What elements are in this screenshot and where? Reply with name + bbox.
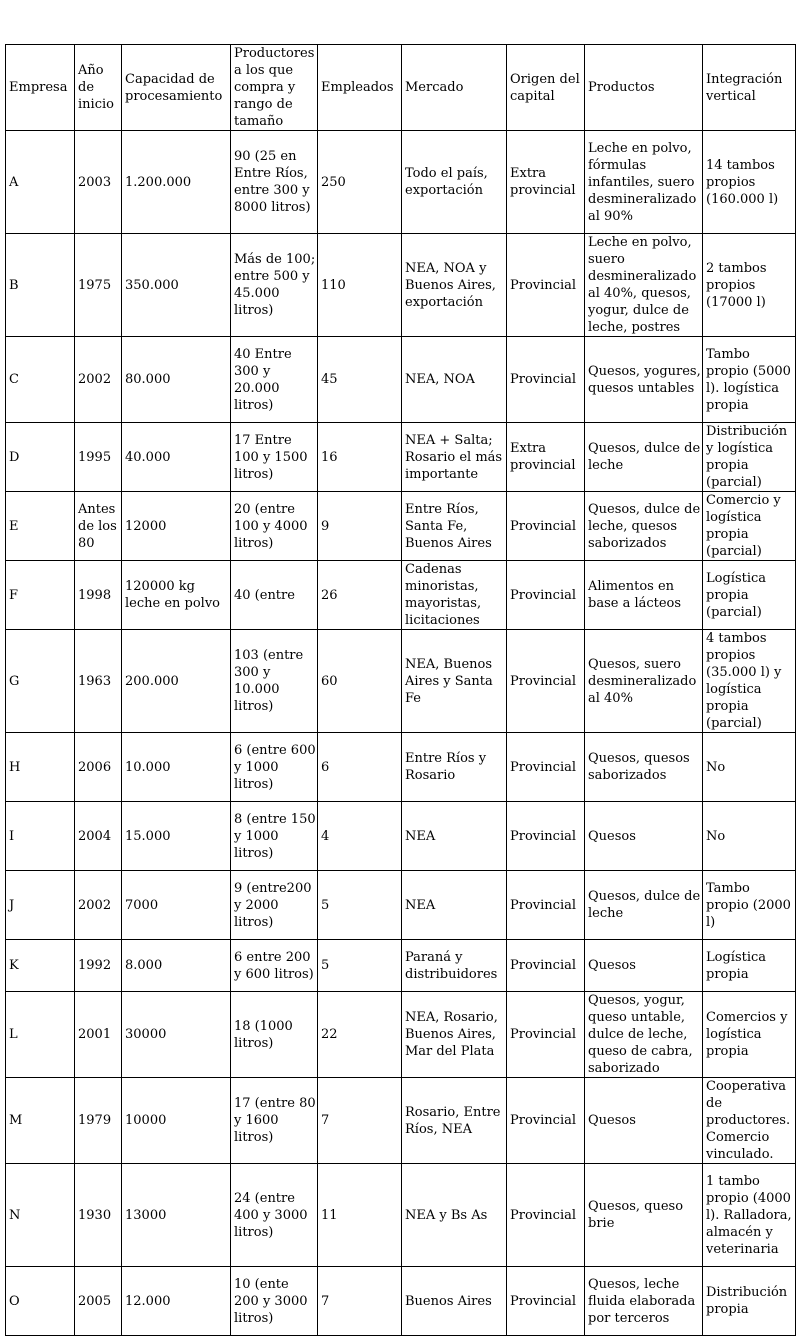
cell-products: Quesos [585, 1078, 703, 1164]
cell-market: Paraná y distribuidores [402, 940, 507, 992]
cell-vertical-integration: Cooperativa de productores. Comercio vinculado. [703, 1078, 796, 1164]
cell-vertical-integration: Tambo propio (2000 l) [703, 871, 796, 940]
table-row [6, 423, 796, 492]
cell-market: Todo el país, exportación [402, 131, 507, 234]
table-row [6, 733, 796, 802]
cell-company: G [6, 630, 75, 733]
cell-start-year: 2003 [75, 131, 122, 234]
cell-company: M [6, 1078, 75, 1164]
table-row [6, 1267, 796, 1336]
cell-products: Quesos, queso brie [585, 1164, 703, 1267]
cell-vertical-integration: Logística propia [703, 940, 796, 992]
cell-producers: 8 (entre 150 y 1000 litros) [231, 802, 318, 871]
column-header-vertical-integration: Integración vertical [703, 45, 796, 131]
companies-table [5, 44, 796, 1336]
cell-company: F [6, 561, 75, 630]
cell-start-year: 1992 [75, 940, 122, 992]
cell-capital-origin: Provincial [507, 940, 585, 992]
cell-products: Quesos [585, 802, 703, 871]
cell-capital-origin: Provincial [507, 561, 585, 630]
cell-employees: 11 [318, 1164, 402, 1267]
cell-products: Quesos [585, 940, 703, 992]
cell-vertical-integration: No [703, 802, 796, 871]
cell-start-year: 2002 [75, 337, 122, 423]
column-header-products: Productos [585, 45, 703, 131]
cell-producers: 90 (25 en Entre Ríos, entre 300 y 8000 litros) [231, 131, 318, 234]
cell-vertical-integration: 2 tambos propios (17000 l) [703, 234, 796, 337]
cell-products: Quesos, dulce de leche, quesos saborizados [585, 492, 703, 561]
cell-producers: 40 Entre 300 y 20.000 litros) [231, 337, 318, 423]
cell-producers: 17 (entre 80 y 1600 litros) [231, 1078, 318, 1164]
cell-capacity: 120000 kg leche en polvo [122, 561, 231, 630]
cell-products: Leche en polvo, suero desmineralizado al 40%, quesos, yogur, dulce de leche, postres [585, 234, 703, 337]
cell-capital-origin: Extra provincial [507, 423, 585, 492]
cell-vertical-integration: Comercio y logística propia (parcial) [703, 492, 796, 561]
cell-capacity: 10000 [122, 1078, 231, 1164]
cell-employees: 5 [318, 871, 402, 940]
table-row [6, 1164, 796, 1267]
cell-employees: 60 [318, 630, 402, 733]
cell-vertical-integration: 1 tambo propio (4000 l). Ralladora, almacén y veterinaria [703, 1164, 796, 1267]
cell-market: NEA, NOA [402, 337, 507, 423]
cell-market: NEA + Salta; Rosario el más importante [402, 423, 507, 492]
cell-producers: 24 (entre 400 y 3000 litros) [231, 1164, 318, 1267]
cell-market: Rosario, Entre Ríos, NEA [402, 1078, 507, 1164]
cell-start-year: 2006 [75, 733, 122, 802]
cell-company: N [6, 1164, 75, 1267]
cell-start-year: 2005 [75, 1267, 122, 1336]
cell-employees: 110 [318, 234, 402, 337]
cell-vertical-integration: Comercios y logística propia [703, 992, 796, 1078]
cell-market: NEA, NOA y Buenos Aires, exportación [402, 234, 507, 337]
cell-start-year: 1998 [75, 561, 122, 630]
cell-producers: 6 (entre 600 y 1000 litros) [231, 733, 318, 802]
cell-capital-origin: Provincial [507, 1164, 585, 1267]
cell-market: NEA, Buenos Aires y Santa Fe [402, 630, 507, 733]
cell-products: Quesos, yogur, queso untable, dulce de leche, queso de cabra, saborizado [585, 992, 703, 1078]
cell-start-year: 2002 [75, 871, 122, 940]
cell-capacity: 80.000 [122, 337, 231, 423]
cell-producers: 20 (entre 100 y 4000 litros) [231, 492, 318, 561]
cell-producers: Más de 100; entre 500 y 45.000 litros) [231, 234, 318, 337]
cell-capacity: 7000 [122, 871, 231, 940]
cell-capacity: 12000 [122, 492, 231, 561]
cell-capacity: 350.000 [122, 234, 231, 337]
cell-capital-origin: Provincial [507, 992, 585, 1078]
cell-employees: 250 [318, 131, 402, 234]
cell-employees: 6 [318, 733, 402, 802]
column-header-producers: Productores a los que compra y rango de tamaño [231, 45, 318, 131]
cell-market: Entre Ríos y Rosario [402, 733, 507, 802]
column-header-capacity: Capacidad de procesamiento [122, 45, 231, 131]
cell-employees: 7 [318, 1267, 402, 1336]
table-row [6, 561, 796, 630]
cell-producers: 10 (ente 200 y 3000 litros) [231, 1267, 318, 1336]
cell-employees: 7 [318, 1078, 402, 1164]
cell-capacity: 15.000 [122, 802, 231, 871]
cell-capital-origin: Extra provincial [507, 131, 585, 234]
cell-company: D [6, 423, 75, 492]
cell-company: J [6, 871, 75, 940]
cell-company: B [6, 234, 75, 337]
table-row [6, 871, 796, 940]
table-row [6, 940, 796, 992]
table-row [6, 337, 796, 423]
cell-capital-origin: Provincial [507, 630, 585, 733]
cell-start-year: 2004 [75, 802, 122, 871]
cell-capacity: 10.000 [122, 733, 231, 802]
cell-producers: 9 (entre200 y 2000 litros) [231, 871, 318, 940]
column-header-company: Empresa [6, 45, 75, 131]
header-row [6, 45, 796, 131]
cell-vertical-integration: No [703, 733, 796, 802]
cell-employees: 26 [318, 561, 402, 630]
cell-capital-origin: Provincial [507, 733, 585, 802]
cell-producers: 18 (1000 litros) [231, 992, 318, 1078]
cell-capital-origin: Provincial [507, 1267, 585, 1336]
cell-capacity: 200.000 [122, 630, 231, 733]
cell-market: NEA, Rosario, Buenos Aires, Mar del Plata [402, 992, 507, 1078]
cell-products: Quesos, yogures, quesos untables [585, 337, 703, 423]
column-header-start-year: Año de inicio [75, 45, 122, 131]
cell-market: NEA [402, 871, 507, 940]
cell-start-year: 1975 [75, 234, 122, 337]
cell-start-year: Antes de los 80 [75, 492, 122, 561]
cell-capital-origin: Provincial [507, 234, 585, 337]
cell-start-year: 1930 [75, 1164, 122, 1267]
table-body [6, 131, 796, 1336]
cell-start-year: 1979 [75, 1078, 122, 1164]
table-row [6, 630, 796, 733]
cell-vertical-integration: Logística propia (parcial) [703, 561, 796, 630]
cell-employees: 16 [318, 423, 402, 492]
cell-products: Alimentos en base a lácteos [585, 561, 703, 630]
cell-vertical-integration: 4 tambos propios (35.000 l) y logística propia (parcial) [703, 630, 796, 733]
cell-products: Quesos, dulce de leche [585, 871, 703, 940]
table-row [6, 234, 796, 337]
cell-employees: 4 [318, 802, 402, 871]
table-row [6, 802, 796, 871]
cell-capital-origin: Provincial [507, 337, 585, 423]
cell-company: C [6, 337, 75, 423]
cell-employees: 5 [318, 940, 402, 992]
cell-company: L [6, 992, 75, 1078]
cell-employees: 9 [318, 492, 402, 561]
cell-company: H [6, 733, 75, 802]
table-row [6, 492, 796, 561]
cell-start-year: 1963 [75, 630, 122, 733]
cell-producers: 6 entre 200 y 600 litros) [231, 940, 318, 992]
cell-market: NEA y Bs As [402, 1164, 507, 1267]
cell-company: O [6, 1267, 75, 1336]
column-header-employees: Empleados [318, 45, 402, 131]
cell-capacity: 13000 [122, 1164, 231, 1267]
cell-company: I [6, 802, 75, 871]
cell-capacity: 1.200.000 [122, 131, 231, 234]
cell-products: Leche en polvo, fórmulas infantiles, suero desmineralizado al 90% [585, 131, 703, 234]
cell-products: Quesos, leche fluida elaborada por terceros [585, 1267, 703, 1336]
table-row [6, 992, 796, 1078]
cell-capacity: 8.000 [122, 940, 231, 992]
cell-capital-origin: Provincial [507, 802, 585, 871]
cell-start-year: 2001 [75, 992, 122, 1078]
cell-producers: 40 (entre [231, 561, 318, 630]
cell-company: K [6, 940, 75, 992]
table-row [6, 1078, 796, 1164]
cell-capital-origin: Provincial [507, 1078, 585, 1164]
cell-products: Quesos, dulce de leche [585, 423, 703, 492]
cell-capacity: 30000 [122, 992, 231, 1078]
column-header-market: Mercado [402, 45, 507, 131]
cell-employees: 45 [318, 337, 402, 423]
cell-capacity: 12.000 [122, 1267, 231, 1336]
cell-products: Quesos, suero desmineralizado al 40% [585, 630, 703, 733]
cell-products: Quesos, quesos saborizados [585, 733, 703, 802]
cell-producers: 17 Entre 100 y 1500 litros) [231, 423, 318, 492]
table-row [6, 131, 796, 234]
cell-market: Entre Ríos, Santa Fe, Buenos Aires [402, 492, 507, 561]
cell-market: NEA [402, 802, 507, 871]
cell-capacity: 40.000 [122, 423, 231, 492]
cell-vertical-integration: 14 tambos propios (160.000 l) [703, 131, 796, 234]
cell-vertical-integration: Distribución propia [703, 1267, 796, 1336]
cell-capital-origin: Provincial [507, 492, 585, 561]
cell-start-year: 1995 [75, 423, 122, 492]
cell-company: E [6, 492, 75, 561]
cell-market: Buenos Aires [402, 1267, 507, 1336]
cell-vertical-integration: Distribución y logística propia (parcial) [703, 423, 796, 492]
column-header-capital-origin: Origen del capital [507, 45, 585, 131]
cell-employees: 22 [318, 992, 402, 1078]
cell-producers: 103 (entre 300 y 10.000 litros) [231, 630, 318, 733]
cell-market: Cadenas minoristas, mayoristas, licitaciones [402, 561, 507, 630]
cell-vertical-integration: Tambo propio (5000 l). logística propia [703, 337, 796, 423]
cell-capital-origin: Provincial [507, 871, 585, 940]
cell-company: A [6, 131, 75, 234]
